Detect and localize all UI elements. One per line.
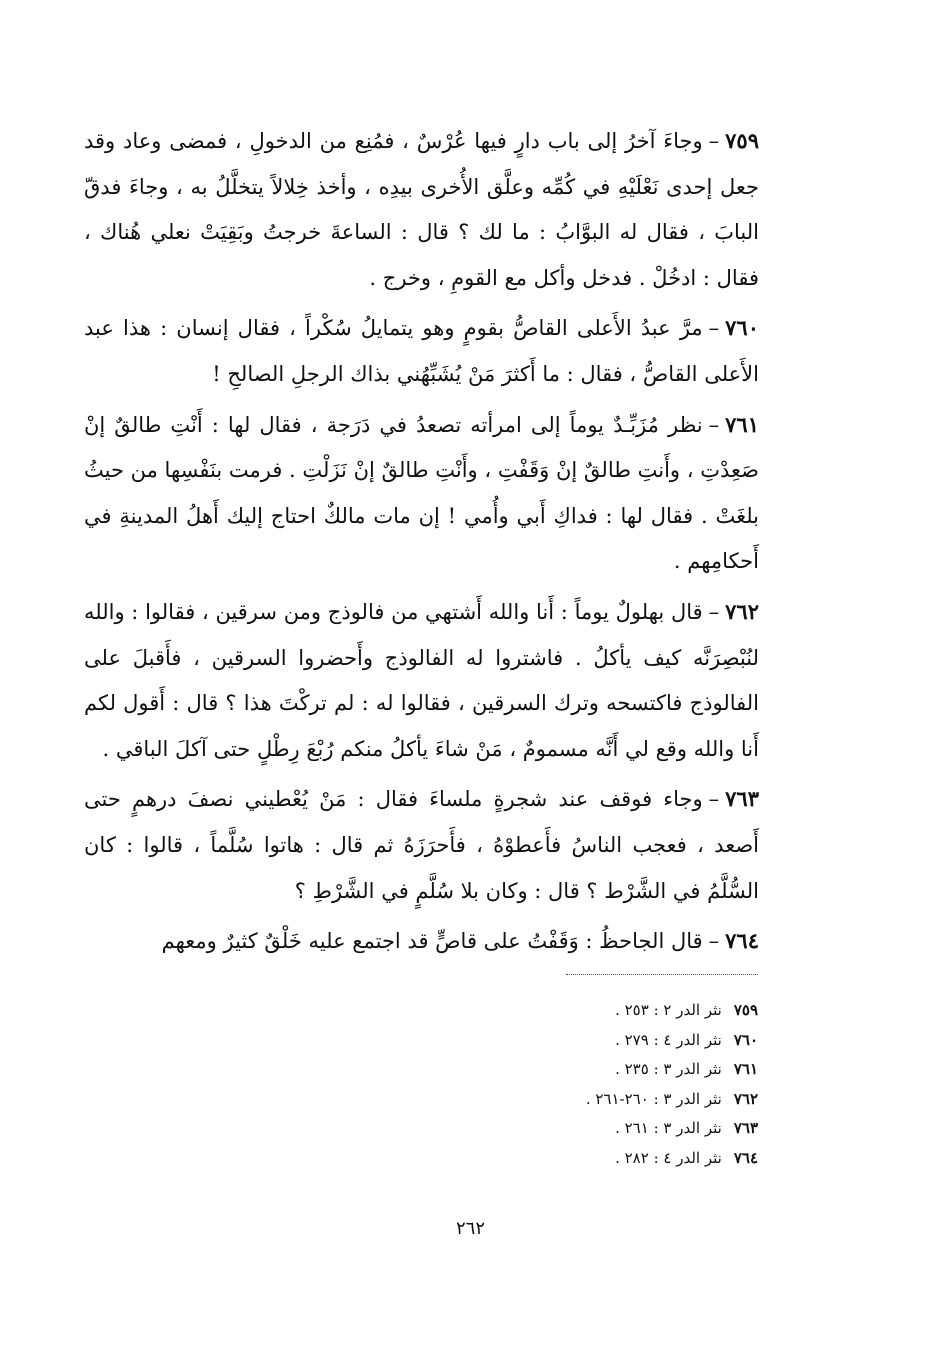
paragraph-762: [84, 589, 759, 772]
main-text: [84, 118, 759, 969]
paragraph-761: [84, 402, 759, 585]
footnote-text: نثر الدر ٣ : ٢٦٠-٢٦١ .: [585, 1089, 722, 1108]
paragraph-text: وجاء فوقف عند شجرةٍ ملساءَ فقال : مَنْ يُعْطيني نصفَ درهمٍ حتى أَصعد ، فعجب الناسُ فأَعطوْهُ ، فأَحرَزَهُ ثم قال : هاتوا سُلَّماً ، قالوا : كان السُّلَّمُ في الشَّرْط ؟ قال : وكان بلا سُلَّمٍ في الشَّرْطِ ؟: [84, 787, 759, 903]
paragraph-text: نظر مُزَبِّـدٌ يوماً إلى امرأته تصعدُ في دَرَجة ، فقال لها : أَنْتِ طالقٌ إنْ صَعِدْتِ ، وأَنتِ طالقٌ إنْ وَقَفْتِ ، وأَنْتِ طالقٌ إنْ نَزَلْتِ . فرمت بنَفْسِها من حيثُ بلغَتْ . فقال لها : فداكِ أَبي وأُمي ! إن مات مالكٌ احتاج إليك أَهلُ المدينةِ في أَحكامِهم .: [84, 412, 759, 574]
footnote: [440, 1085, 758, 1115]
paragraph-dash: –: [708, 129, 720, 153]
paragraph-dash: –: [708, 412, 720, 437]
footnote-number: ٧٦١: [733, 1060, 758, 1078]
paragraph-dash: –: [708, 316, 720, 341]
paragraph-text: وجاءَ آخرُ إلى باب دارٍ فيها عُرْسٌ ، فمُنِع من الدخولِ ، فمضى وعاد وقد جعل إحدى نَعْلَيْهِ في كُمِّه وعلَّق الأُخرى بيدِه ، وأخذ خِلالاً يتخلَّلُ به ، وجاءَ فدقّ البابَ ، فقال له البوَّابُ : ما لك ؟ قال : الساعةَ خرجتُ وبَقِيَتْ نعلي هُناك ، فقال : ادخُلْ . فدخل وأكل مع القومِ ، وخرج .: [84, 129, 760, 290]
footnote-text: نثر الدر ٣ : ٢٣٥ .: [615, 1060, 722, 1078]
footnote: [440, 1026, 758, 1056]
footnote-text: نثر الدر ٣ : ٢٦١ .: [615, 1119, 722, 1137]
paragraph-dash: –: [708, 599, 720, 624]
paragraph-text: قال الجاحظُ : وَقَفْتُ على قاصٍّ قد اجتمع عليه خَلْقٌ كثيرٌ ومعهم: [161, 929, 703, 954]
page-number: ٢٦٢: [455, 1218, 485, 1239]
footnotes: [440, 996, 758, 1173]
paragraph-number: ٧٥٩: [725, 128, 759, 153]
footnote-text: نثر الدر ٢ : ٢٥٣ .: [615, 1001, 722, 1019]
footnote-number: ٧٦٠: [733, 1030, 758, 1049]
paragraph-dash: –: [708, 929, 720, 954]
footnote: [440, 996, 758, 1026]
footnote-number: ٧٦٤: [733, 1148, 758, 1167]
footnote-divider: [566, 974, 758, 975]
paragraph-number: ٧٦٣: [725, 786, 759, 812]
footnote-number: ٧٦٣: [733, 1119, 758, 1137]
paragraph-number: ٧٦١: [725, 411, 759, 437]
paragraph-760: [84, 305, 759, 397]
paragraph-text: قال بهلولٌ يوماً : أَنا والله أَشتهي من فالوذج ومن سرقين ، فقالوا : والله لنُبْصِرَنَّه كيف يأكلُ . فاشتروا له الفالوذج وأَحضروا السرقين ، فأَقبلَ على الفالوذج فاكتسحه وترك السرقين ، فقالوا له : لم تركْتَ هذا ؟ قال : أَقول لكم أَنا والله وقع لي أَنَّه مسمومٌ ، مَنْ شاءَ يأكلُ منكم رُبْعَ رِطْلٍ حتى آكلَ الباقي .: [84, 599, 759, 761]
paragraph-text: مرَّ عبدُ الأَعلى القاصُّ بقومٍ وهو يتمايلُ سُكْراً ، فقال إنسان : هذا عبد الأَعلى القاصُّ ، فقال : ما أَكثرَ مَنْ يُشَبِّهُني بذاك الرجلِ الصالحِ !: [84, 316, 759, 386]
footnote: [440, 1055, 758, 1085]
paragraph-dash: –: [708, 787, 720, 812]
footnote: [440, 1114, 758, 1144]
footnote-text: نثر الدر ٤ : ٢٧٩ .: [615, 1030, 722, 1049]
footnote-text: نثر الدر ٤ : ٢٨٢ .: [615, 1148, 722, 1167]
footnote-number: ٧٥٩: [733, 1001, 758, 1019]
paragraph-763: [84, 776, 759, 914]
paragraph-number: ٧٦٠: [725, 315, 759, 341]
paragraph-number: ٧٦٤: [725, 928, 759, 954]
footnote: [440, 1144, 758, 1174]
paragraph-759: [84, 118, 759, 301]
footnote-number: ٧٦٢: [733, 1089, 758, 1108]
paragraph-number: ٧٦٢: [725, 598, 759, 624]
paragraph-764: [84, 918, 759, 965]
